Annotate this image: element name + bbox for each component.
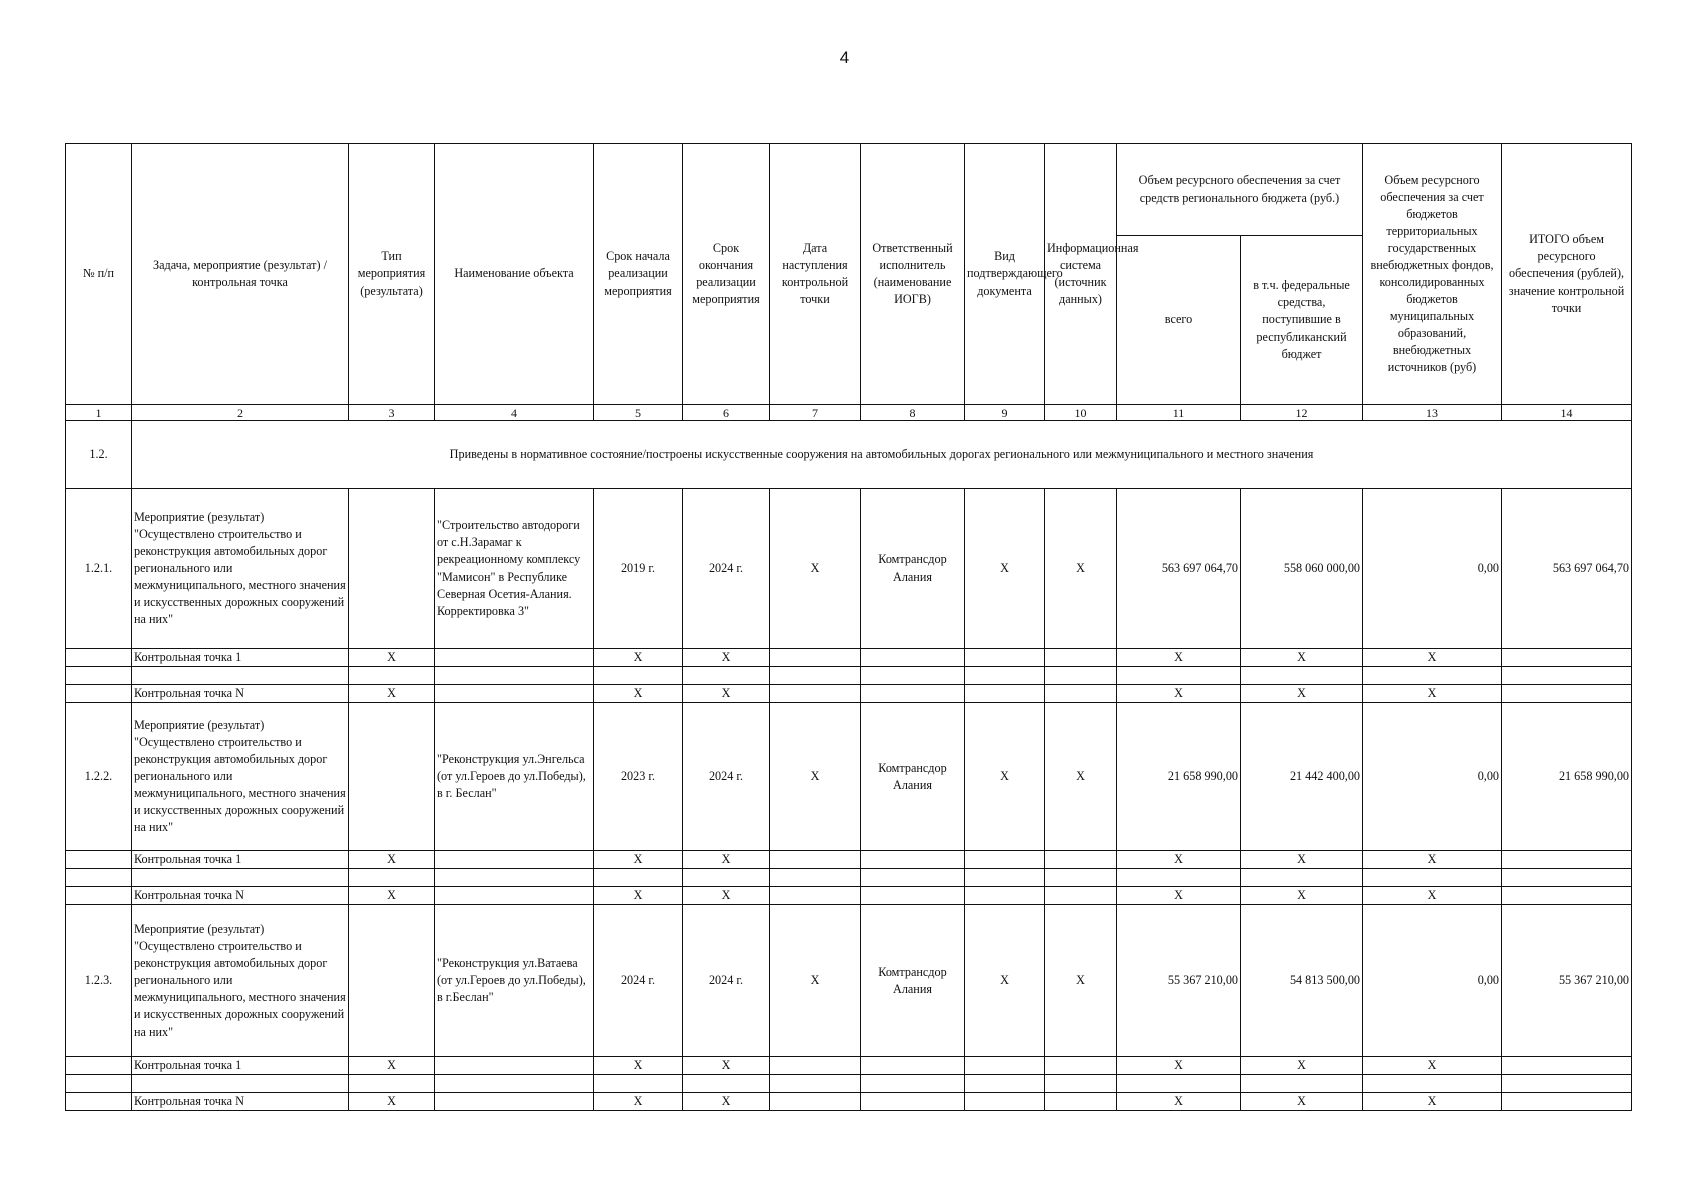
column-number: 12 (1241, 405, 1363, 421)
checkpoint-row (66, 1057, 1632, 1075)
activity-date: Х (770, 905, 861, 1057)
spacer-row (66, 667, 1632, 685)
checkpoint-x: Х (349, 649, 435, 667)
header-grand-total: ИТОГО объем ресурсного обеспечения (рублей), значение контрольной точки (1502, 144, 1632, 405)
checkpoint-x: Х (1241, 1057, 1363, 1075)
header-document: Вид подтверждающего документа (965, 144, 1045, 405)
header-start: Срок начала реализации мероприятия (594, 144, 683, 405)
checkpoint-x: Х (349, 887, 435, 905)
checkpoint-x: Х (683, 685, 770, 703)
checkpoint-x: Х (683, 1093, 770, 1111)
activity-number: 1.2.3. (66, 905, 132, 1057)
activity-row (66, 489, 1632, 649)
checkpoint-x: Х (1241, 649, 1363, 667)
activity-doc: Х (965, 489, 1045, 649)
checkpoint-x: Х (1117, 887, 1241, 905)
checkpoint-row (66, 851, 1632, 869)
activity-row (66, 905, 1632, 1057)
header-executor: Ответственный исполнитель (наименование ИОГВ) (861, 144, 965, 405)
checkpoint-label: Контрольная точка N (132, 685, 349, 703)
activity-date: Х (770, 703, 861, 851)
activity-number: 1.2.2. (66, 703, 132, 851)
activity-task: Мероприятие (результат) "Осуществлено строительство и реконструкция автомобильных дорог регионального или межмуниципального, местного значения и искусственных дорожных сооружений на них" (132, 905, 349, 1057)
checkpoint-x: Х (1117, 1093, 1241, 1111)
column-number: 5 (594, 405, 683, 421)
column-number: 6 (683, 405, 770, 421)
activity-federal: 54 813 500,00 (1241, 905, 1363, 1057)
checkpoint-x: Х (683, 887, 770, 905)
checkpoint-x: Х (594, 1057, 683, 1075)
checkpoint-x: Х (594, 887, 683, 905)
checkpoint-x: Х (594, 685, 683, 703)
activity-system: Х (1045, 905, 1117, 1057)
activity-end: 2024 г. (683, 703, 770, 851)
activity-executor: Комтрансдор Алания (861, 489, 965, 649)
activity-object: "Реконструкция ул.Ватаева (от ул.Героев до ул.Победы), в г.Беслан" (435, 905, 594, 1057)
plan-table (65, 143, 1632, 1111)
checkpoint-x: Х (349, 685, 435, 703)
activity-system: Х (1045, 703, 1117, 851)
checkpoint-x: Х (1117, 1057, 1241, 1075)
header-federal: в т.ч. федеральные средства, поступившие в республиканский бюджет (1241, 236, 1363, 405)
checkpoint-x: Х (1241, 1093, 1363, 1111)
activity-task: Мероприятие (результат) "Осуществлено строительство и реконструкция автомобильных дорог регионального или межмуниципального, местного значения и искусственных дорожных сооружений на них" (132, 489, 349, 649)
column-number: 10 (1045, 405, 1117, 421)
column-number: 14 (1502, 405, 1632, 421)
activity-task: Мероприятие (результат) "Осуществлено строительство и реконструкция автомобильных дорог регионального или межмуниципального, местного значения и искусственных дорожных сооружений на них" (132, 703, 349, 851)
column-number: 7 (770, 405, 861, 421)
checkpoint-x: Х (349, 1057, 435, 1075)
column-number: 11 (1117, 405, 1241, 421)
activity-federal: 21 442 400,00 (1241, 703, 1363, 851)
activity-executor: Комтрансдор Алания (861, 905, 965, 1057)
activity-total: 55 367 210,00 (1117, 905, 1241, 1057)
activity-other: 0,00 (1363, 703, 1502, 851)
checkpoint-x: Х (349, 1093, 435, 1111)
header-end: Срок окончания реализации мероприятия (683, 144, 770, 405)
checkpoint-label: Контрольная точка 1 (132, 851, 349, 869)
checkpoint-row (66, 649, 1632, 667)
header-total: всего (1117, 236, 1241, 405)
column-number: 2 (132, 405, 349, 421)
activity-system: Х (1045, 489, 1117, 649)
spacer-row (66, 1075, 1632, 1093)
page-number: 4 (839, 48, 850, 67)
checkpoint-row (66, 887, 1632, 905)
checkpoint-label: Контрольная точка N (132, 1093, 349, 1111)
checkpoint-x: Х (683, 1057, 770, 1075)
header-checkpoint-date: Дата наступления контрольной точки (770, 144, 861, 405)
section-number: 1.2. (66, 421, 132, 489)
activity-number: 1.2.1. (66, 489, 132, 649)
activity-total: 563 697 064,70 (1117, 489, 1241, 649)
column-number: 3 (349, 405, 435, 421)
activity-federal: 558 060 000,00 (1241, 489, 1363, 649)
spacer-row (66, 869, 1632, 887)
activity-executor: Комтрансдор Алания (861, 703, 965, 851)
checkpoint-x: Х (594, 649, 683, 667)
checkpoint-x: Х (1363, 649, 1502, 667)
column-number: 1 (66, 405, 132, 421)
activity-end: 2024 г. (683, 905, 770, 1057)
column-number: 9 (965, 405, 1045, 421)
activity-doc: Х (965, 703, 1045, 851)
header-object: Наименование объекта (435, 144, 594, 405)
checkpoint-x: Х (594, 1093, 683, 1111)
checkpoint-x: Х (1117, 685, 1241, 703)
checkpoint-x: Х (1363, 1057, 1502, 1075)
section-row (66, 421, 1632, 489)
activity-object: "Строительство автодороги от с.Н.Зарамаг к рекреационному комплексу "Мамисон" в Республике Северная Осетия-Алания. Корректировка 3" (435, 489, 594, 649)
checkpoint-label: Контрольная точка N (132, 887, 349, 905)
checkpoint-x: Х (1241, 685, 1363, 703)
column-number: 4 (435, 405, 594, 421)
header-type: Тип мероприятия (результата) (349, 144, 435, 405)
activity-object: "Реконструкция ул.Энгельса (от ул.Героев до ул.Победы), в г. Беслан" (435, 703, 594, 851)
checkpoint-x: Х (1241, 851, 1363, 869)
header-info-system: Информационная система (источник данных) (1045, 144, 1117, 405)
activity-start: 2024 г. (594, 905, 683, 1057)
activity-doc: Х (965, 905, 1045, 1057)
checkpoint-x: Х (1117, 851, 1241, 869)
activity-other: 0,00 (1363, 489, 1502, 649)
checkpoint-x: Х (1241, 887, 1363, 905)
activity-grand-total: 563 697 064,70 (1502, 489, 1632, 649)
activity-grand-total: 21 658 990,00 (1502, 703, 1632, 851)
checkpoint-x: Х (1363, 887, 1502, 905)
checkpoint-x: Х (683, 649, 770, 667)
checkpoint-x: Х (683, 851, 770, 869)
header-number: № п/п (66, 144, 132, 405)
column-number: 8 (861, 405, 965, 421)
header-other-sources: Объем ресурсного обеспечения за счет бюджетов территориальных государственных внебюджетных фондов, консолидированных бюджетов муниципальных образований, внебюджетных источников (руб) (1363, 144, 1502, 405)
checkpoint-x: Х (349, 851, 435, 869)
activity-row (66, 703, 1632, 851)
activity-grand-total: 55 367 210,00 (1502, 905, 1632, 1057)
header-task: Задача, мероприятие (результат) / контрольная точка (132, 144, 349, 405)
section-title: Приведены в нормативное состояние/построены искусственные сооружения на автомобильных дорогах регионального или межмуниципального и местного значения (132, 421, 1632, 489)
checkpoint-row (66, 685, 1632, 703)
checkpoint-label: Контрольная точка 1 (132, 1057, 349, 1075)
checkpoint-x: Х (1363, 685, 1502, 703)
column-number: 13 (1363, 405, 1502, 421)
activity-start: 2023 г. (594, 703, 683, 851)
checkpoint-label: Контрольная точка 1 (132, 649, 349, 667)
header-regional-budget: Объем ресурсного обеспечения за счет средств регионального бюджета (руб.) (1117, 144, 1363, 236)
checkpoint-x: Х (1363, 851, 1502, 869)
checkpoint-x: Х (1363, 1093, 1502, 1111)
activity-date: Х (770, 489, 861, 649)
activity-end: 2024 г. (683, 489, 770, 649)
activity-start: 2019 г. (594, 489, 683, 649)
checkpoint-x: Х (594, 851, 683, 869)
activity-total: 21 658 990,00 (1117, 703, 1241, 851)
activity-other: 0,00 (1363, 905, 1502, 1057)
checkpoint-x: Х (1117, 649, 1241, 667)
checkpoint-row (66, 1093, 1632, 1111)
